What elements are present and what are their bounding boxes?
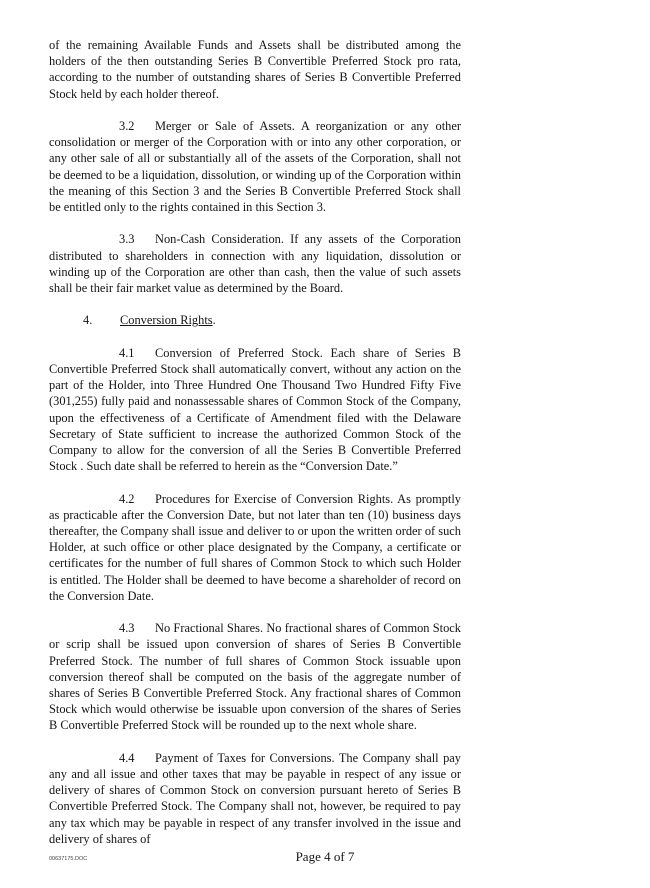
section-text: Procedures for Exercise of Conversion Rights. As promptly as practicable after the Conversion Date, but not later than ten (10) business days thereafter, the Company shall issue and deliver to or upon the written order of such Holder, at such office or other place designated by the Company, a certificate or certificates for the number of full shares of Common Stock to which such Holder is entitled. The Holder shall be deemed to have become a shareholder of record on the Conversion Date. [49, 491, 461, 603]
section-3-2 [49, 118, 461, 215]
page-number-label: Page 4 of 7 [295, 849, 355, 864]
section-3-3 [49, 231, 461, 296]
section-text: Payment of Taxes for Conversions. The Company shall pay any and all issue and other taxes that may be payable in respect of any issue or delivery of shares of Common Stock on conversion pursuant hereto of Series B Convertible Preferred Stock. The Company shall not, however, be required to pay any tax which may be payable in respect of any transfer involved in the issue and delivery of shares of [49, 750, 461, 846]
section-number: 4.4 [119, 750, 135, 765]
section-number: 3.2 [119, 119, 135, 133]
section-4-1 [49, 345, 461, 475]
paragraph-text: of the remaining Available Funds and Assets shall be distributed among the holders of the then outstanding Series B Convertible Preferred Stock pro rata, according to the number of outstanding shares of Series B Convertible Preferred Stock held by each holder thereof. [49, 38, 461, 101]
section-4-4 [49, 750, 461, 847]
document-page [49, 37, 461, 863]
section-number: 3.3 [119, 232, 135, 247]
section-text: Conversion of Preferred Stock. Each share of Series B Convertible Preferred Stock shall automatically convert, without any action on the part of the Holder, into Three Hundred One Thousand Two Hundred Fifty Five (301,255) fully paid and nonassessable shares of Common Stock of the Company, upon the effectiveness of a Certificate of Amendment filed with the Delaware Secretary of State sufficient to increase the authorized Common Stock of the Company to allow for the conversion of all the Series B Convertible Preferred Stock . Such date shall be referred to herein as the “Conversion Date.” [49, 345, 461, 474]
footer-document-id: 00637175.DOC [49, 856, 88, 862]
section-text: Non-Cash Consideration. If any assets of the Corporation distributed to shareholders in connection with any liquidation, dissolution or winding up of the Corporation are other than cash, then the value of such assets shall be their fair market value as determined by the Board. [49, 232, 461, 296]
section-text: Merger or Sale of Assets. A reorganization or any other consolidation or merger of the Corporation with or into any other corporation, or any other sale of all or substantially all of the assets of the Corporation, shall not be deemed to be a liquidation, dissolution, or winding up of the Corporation within the meaning of this Section 3 and the Series B Convertible Preferred Stock shall be entitled only to the rights contained in this Section 3. [49, 119, 461, 215]
section-text: No Fractional Shares. No fractional shares of Common Stock or scrip shall be issued upon conversion of shares of Series B Convertible Preferred Stock. The number of full shares of Common Stock issuable upon conversion thereof shall be computed on the basis of the aggregate number of shares of Series B Convertible Preferred Stock. Any fractional shares of Common Stock which would otherwise be issuable upon conversion of the shares of Series B Convertible Preferred Stock will be rounded up to the next whole share. [49, 621, 461, 733]
section-title-suffix: . [212, 313, 216, 328]
section-number: 4. [83, 313, 93, 328]
section-title: Conversion Rights [120, 313, 213, 328]
paragraph-continuation [49, 37, 461, 102]
footer-page-number [0, 849, 650, 865]
section-4-3 [49, 620, 461, 733]
section-number: 4.1 [119, 345, 135, 360]
section-4-2 [49, 491, 461, 604]
section-number: 4.2 [119, 491, 135, 506]
section-4-heading [49, 312, 461, 328]
section-number: 4.3 [119, 621, 135, 636]
